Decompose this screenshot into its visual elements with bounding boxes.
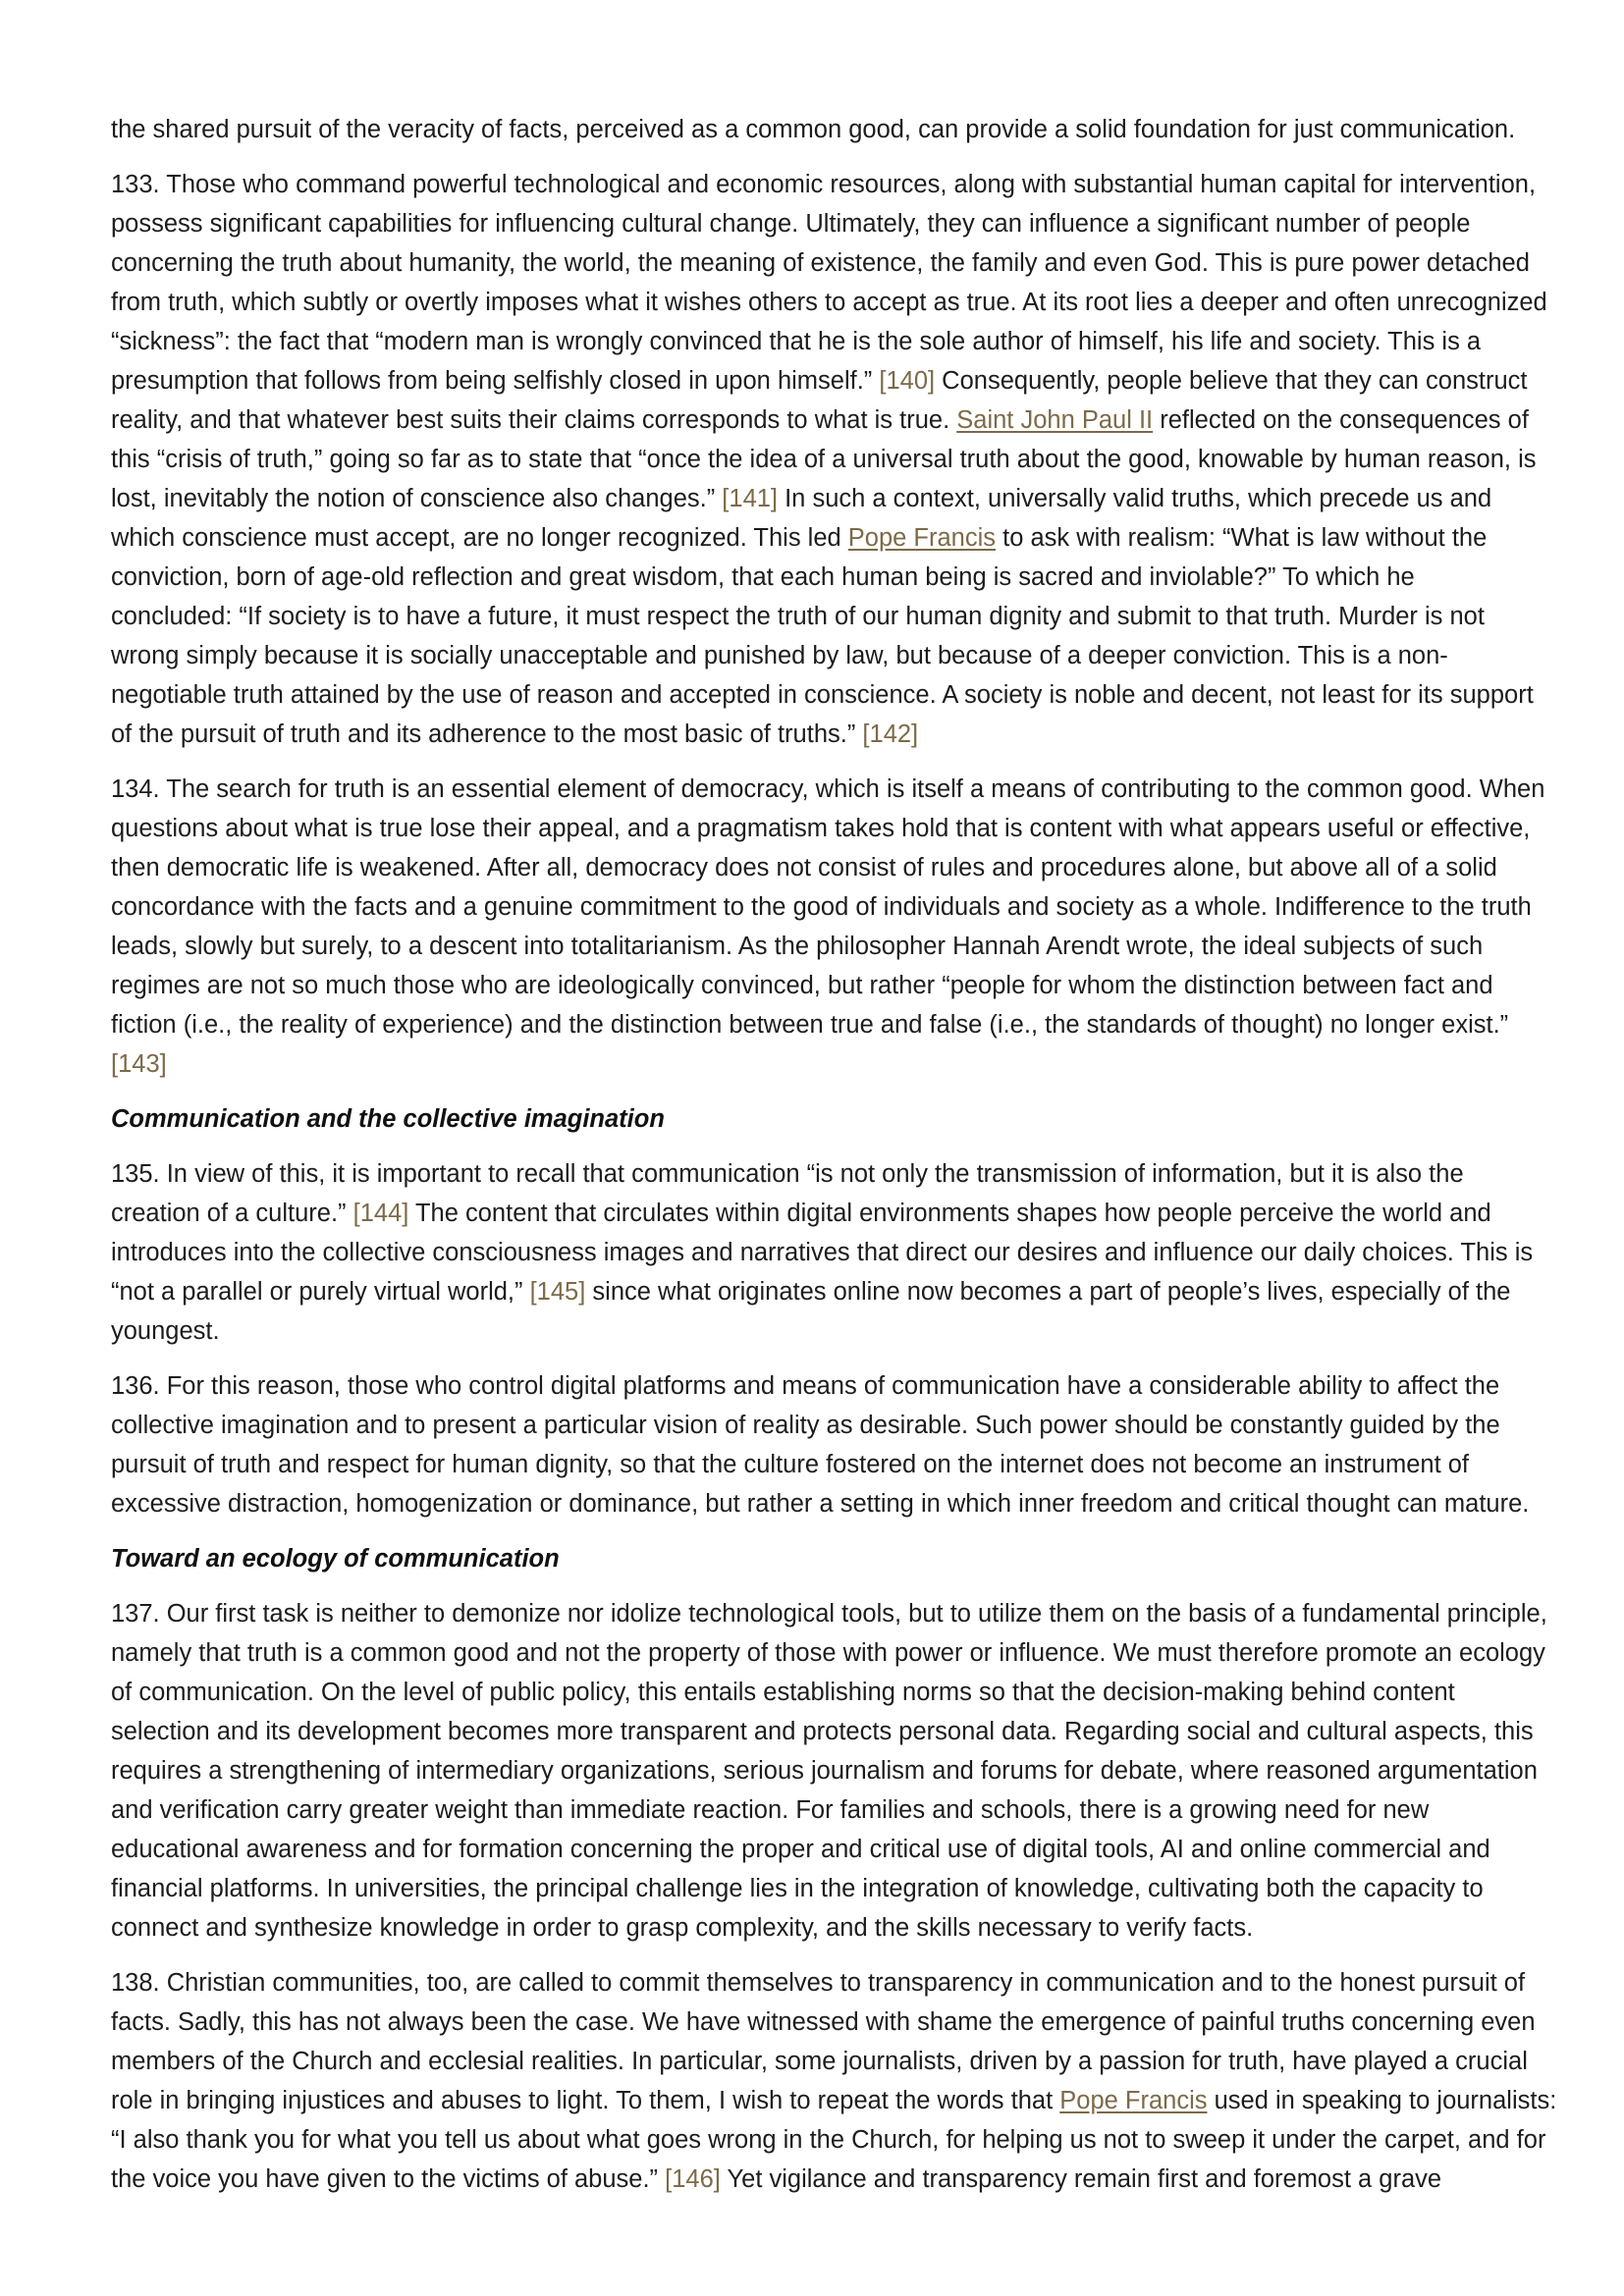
paragraph-137 [111,1594,1560,1948]
paragraph-text: Consequently, people believe that they can construct reality, and that whatever best suits their claims corresponds to what is true. [111,367,1528,434]
footnote-link-146[interactable]: [146] [665,2165,721,2193]
paragraph-text: 133. Those who command powerful technological and economic resources, along with substantial human capital for intervention, possess significant capabilities for influencing cultural change. Ultimately, they can influence a significant number of people concerning the truth about humanity, the world, the meaning of existence, the family and even God. This is pure power detached from truth, which subtly or overtly imposes what it wishes others to accept as true. At its root lies a deeper and often unrecognized “sickness”: the fact that “modern man is wrongly convinced that he is the sole author of himself, his life and society. This is a presumption that follows from being selfishly closed in upon himself.” [111,171,1547,395]
section-heading-collective-imagination: Communication and the collective imagination [111,1105,665,1133]
footnote-link-142[interactable]: [142] [862,721,919,748]
paragraph-text: to ask with realism: “What is law without the conviction, born of age-old reflection and great wisdom, that each human being is sacred and inviolable?” To which he concluded: “If society is to have a future, it must respect the truth of our human dignity and submit to that truth. Murder is not wrong simply because it is socially unacceptable and punished by law, but because of a deeper conviction. This is a non- negotiable truth attained by the use of reason and accepted in conscience. A society is noble and decent, not least for its support of the pursuit of truth and its adherence to the most basic of truths.” [111,524,1534,748]
paragraph-text: 136. For this reason, those who control digital platforms and means of communication have a considerable ability to affect the collective imagination and to present a particular vision of reality as desirable. Such power should be constantly guided by the pursuit of truth and respect for human dignity, so that the culture fostered on the internet does not become an instrument of excessive distraction, homogenization or dominance, but rather a setting in which inner freedom and critical thought can mature. [111,1372,1530,1518]
paragraph-text: Yet vigilance and transparency remain first and foremost a grave [720,2165,1442,2193]
paragraph-text: In such a context, universally valid truths, which precede us and which conscience must accept, are no longer recognized. This led [111,485,1492,552]
pope-francis-link[interactable]: Pope Francis [1059,2087,1208,2114]
paragraph-135 [111,1154,1560,1351]
paragraph-138 [111,1963,1560,2199]
footnote-link-143[interactable]: [143] [111,1050,167,1078]
footnote-link-141[interactable]: [141] [722,485,779,512]
document-body [111,110,1560,2215]
paragraph-intro [111,110,1560,149]
paragraph-133 [111,165,1560,754]
pope-francis-link[interactable]: Pope Francis [847,524,997,552]
footnote-link-140[interactable]: [140] [879,367,936,395]
paragraph-text: 138. Christian communities, too, are called to commit themselves to transparency in communication and to the honest pursuit of facts. Sadly, this has not always been the case. We have witnessed with shame the emergence of painful truths concerning even members of the Church and ecclesial realities. In particular, some journalists, driven by a passion for truth, have played a crucial role in bringing injustices and abuses to light. To them, I wish to repeat the words that [111,1969,1536,2114]
paragraph-text: since what originates online now becomes a part of people’s lives, especially of the youngest. [111,1278,1511,1345]
paragraph-text: The content that circulates within digital environments shapes how people perceive the world and introduces into the collective consciousness images and narratives that direct our desires and influence our daily choices. This is “not a parallel or purely virtual world,” [111,1200,1534,1306]
paragraph-136 [111,1366,1560,1523]
saint-john-paul-ii-link[interactable]: Saint John Paul II [956,406,1154,434]
paragraph-134 [111,770,1560,1084]
footnote-link-145[interactable]: [145] [529,1278,586,1306]
footnote-link-144[interactable]: [144] [352,1200,409,1227]
paragraph-text: used in speaking to journalists: “I also thank you for what you tell us about what goes wrong in the Church, for helping us not to sweep it under the carpet, and for the voice you have given to the victims of abuse.” [111,2087,1557,2193]
paragraph-text: reflected on the consequences of this “crisis of truth,” going so far as to state that “once the idea of a universal truth about the good, knowable by human reason, is lost, inevitably the notion of conscience also changes.” [111,406,1537,512]
paragraph-text: 135. In view of this, it is important to recall that communication “is not only the transmission of information, but it is also the creation of a culture.” [111,1160,1464,1227]
section-heading-ecology-of-communication: Toward an ecology of communication [111,1545,560,1573]
paragraph-text: 137. Our first task is neither to demonize nor idolize technological tools, but to utilize them on the basis of a fundamental principle, namely that truth is a common good and not the property of those with power or influence. We must therefore promote an ecology of communication. On the level of public policy, this entails establishing norms so that the decision-making behind content selection and its development becomes more transparent and protects personal data. Regarding social and cultural aspects, this requires a strengthening of intermediary organizations, serious journalism and forums for debate, where reasoned argumentation and verification carry greater weight than immediate reaction. For families and schools, there is a growing need for new educational awareness and for formation concerning the proper and critical use of digital tools, AI and online commercial and financial platforms. In universities, the principal challenge lies in the integration of knowledge, cultivating both the capacity to connect and synthesize knowledge in order to grasp complexity, and the skills necessary to verify facts. [111,1600,1547,1942]
paragraph-text: 134. The search for truth is an essential element of democracy, which is itself a means of contributing to the common good. When questions about what is true lose their appeal, and a pragmatism takes hold that is content with what appears useful or effective, then democratic life is weakened. After all, democracy does not consist of rules and procedures alone, but above all of a solid concordance with the facts and a genuine commitment to the good of individuals and society as a whole. Indifference to the truth leads, slowly but surely, to a descent into totalitarianism. As the philosopher Hannah Arendt wrote, the ideal subjects of such regimes are not so much those who are ideologically convinced, but rather “people for whom the distinction between fact and fiction (i.e., the reality of experience) and the distinction between true and false (i.e., the standards of thought) no longer exist.” [111,775,1545,1039]
paragraph-text: the shared pursuit of the veracity of facts, perceived as a common good, can provide a solid foundation for just communication. [111,116,1516,143]
